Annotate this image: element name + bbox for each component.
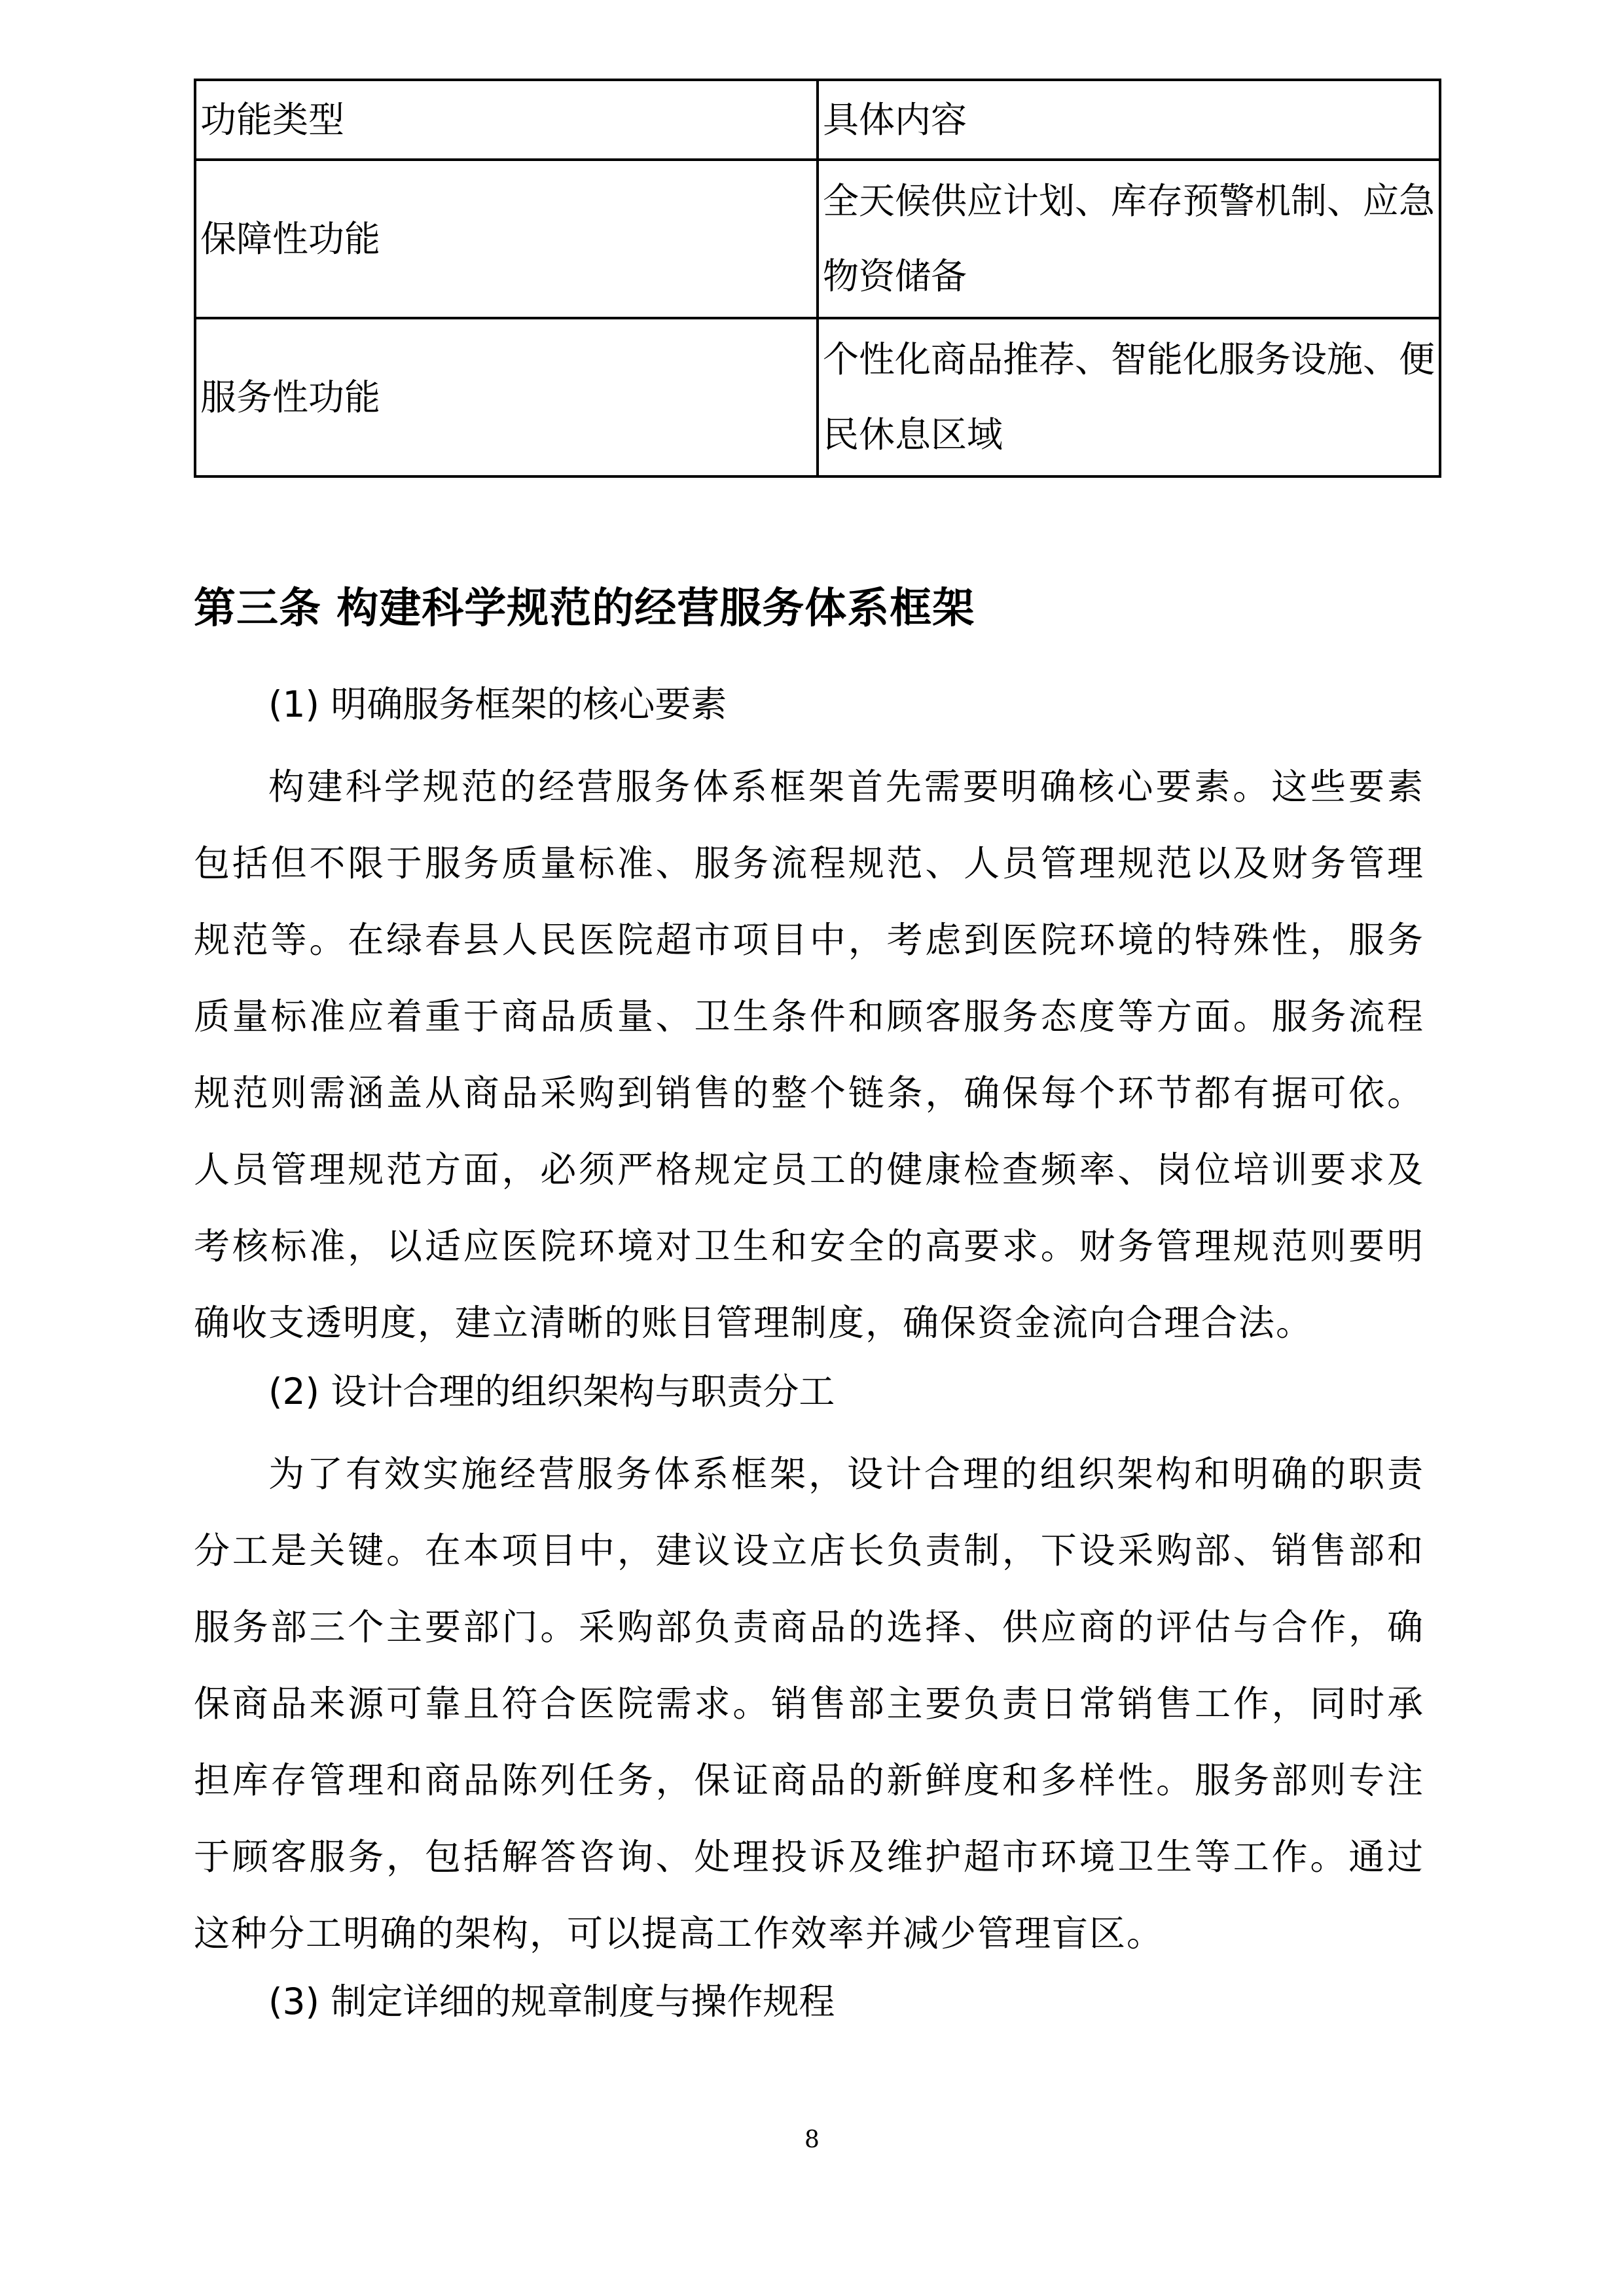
subheading-2: (2) 设计合理的组织架构与职责分工 [268, 1371, 835, 1412]
section-heading: 第三条 构建科学规范的经营服务体系框架 [194, 584, 975, 633]
paragraph-1: 构建科学规范的经营服务体系框架首先需要明确核心要素。这些要素包括但不限于服务质量标准、服务流程规范、人员管理规范以及财务管理规范等。在绿春县人民医院超市项目中，考虑到医院环境的特殊性，服务质量标准应着重于商品质量、卫生条件和顾客服务态度等方面。服务流程规范则需涵盖从商品采购到销售的整个链条，确保每个环节都有据可依。人员管理规范方面，必须严格规定员工的健康检查频率、岗位培训要求及考核标准，以适应医院环境对卫生和安全的高要求。财务管理规范则要明确收支透明度，建立清晰的账目管理制度，确保资金流向合理合法。 [194, 766, 1424, 1344]
table-header-cell: 功能类型 [195, 80, 818, 160]
paragraph-2: 为了有效实施经营服务体系框架，设计合理的组织架构和明确的职责分工是关键。在本项目中，建议设立店长负责制，下设采购部、销售部和服务部三个主要部门。采购部负责商品的选择、供应商的评估与合作，确保商品来源可靠且符合医院需求。销售部主要负责日常销售工作，同时承担库存管理和商品陈列任务，保证商品的新鲜度和多样性。服务部则专注于顾客服务，包括解答咨询、处理投诉及维护超市环境卫生等工作。通过这种分工明确的架构，可以提高工作效率并减少管理盲区。 [194, 1453, 1424, 1954]
function-type-table [194, 79, 1441, 478]
table-cell-type: 保障性功能 [195, 160, 818, 318]
table-header-cell: 具体内容 [818, 80, 1440, 160]
table-row [195, 318, 1440, 476]
page-number: 8 [804, 2126, 820, 2153]
subheading-1: (1) 明确服务框架的核心要素 [268, 683, 727, 725]
table-header-row [195, 80, 1440, 160]
subheading-3: (3) 制定详细的规章制度与操作规程 [268, 1981, 835, 2022]
table-cell-type: 服务性功能 [195, 318, 818, 476]
table-cell-content: 全天候供应计划、库存预警机制、应急物资储备 [818, 160, 1440, 318]
table-row [195, 160, 1440, 318]
table-cell-content: 个性化商品推荐、智能化服务设施、便民休息区域 [818, 318, 1440, 476]
